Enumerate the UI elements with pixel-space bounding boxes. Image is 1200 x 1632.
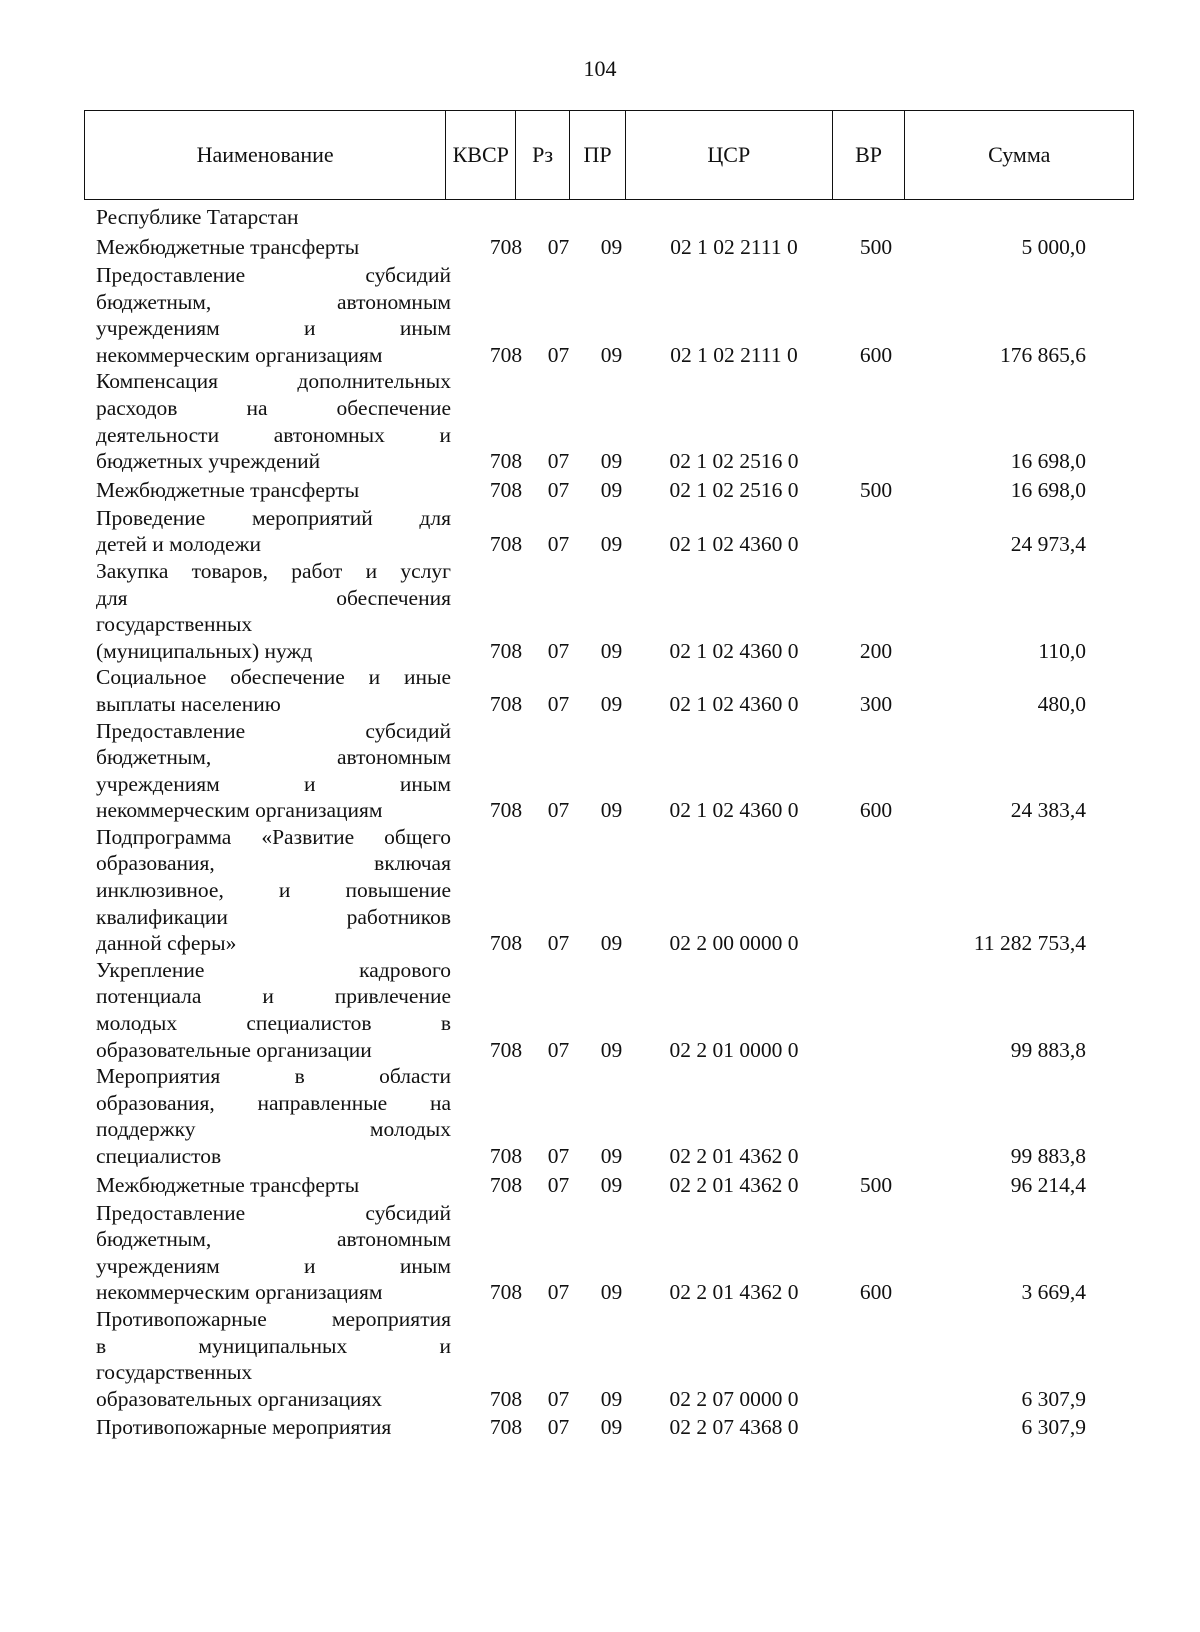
row-name-line: государственных <box>96 612 253 637</box>
row-name-line: Предоставление субсидий <box>96 718 451 743</box>
cell-pr: 09 <box>600 931 623 956</box>
row-name-line: некоммерческим организациям <box>96 342 383 367</box>
cell-sum: 24 383,4 <box>1010 798 1086 823</box>
row-name-line: бюджетным, автономным <box>96 745 451 770</box>
cell-vr: 600 <box>859 1280 893 1305</box>
row-name-line: в муниципальных и <box>96 1333 451 1358</box>
row-name-line: инклюзивное, и повышение <box>96 878 451 903</box>
cell-rz: 07 <box>547 1172 570 1197</box>
row-name-line: квалификации работников <box>96 904 451 929</box>
cell-kvsr: 708 <box>489 235 523 259</box>
cell-pr: 09 <box>600 1144 623 1168</box>
table-header <box>84 110 1134 200</box>
row-name-line: Закупка товаров, работ и услуг <box>96 558 451 583</box>
cell-csr: 02 1 02 4360 0 <box>669 798 799 823</box>
cell-csr: 02 1 02 2111 0 <box>670 235 798 259</box>
row-name-line: деятельности автономных и <box>96 422 451 447</box>
table-row <box>96 1200 1126 1306</box>
cell-vr: 600 <box>859 342 893 367</box>
cell-sum: 6 307,9 <box>1021 1386 1086 1411</box>
table-row <box>96 1170 1126 1200</box>
cell-pr: 09 <box>600 342 623 367</box>
table-row <box>96 1412 1126 1442</box>
cell-pr: 09 <box>600 1037 623 1062</box>
table-row <box>96 505 1126 558</box>
cell-kvsr: 708 <box>489 1037 523 1062</box>
row-name-line: Проведение мероприятий для <box>96 505 451 530</box>
row-name-line: Межбюджетные трансферты <box>96 477 360 502</box>
column-header-kvsr: КВСР <box>446 111 516 199</box>
table-row <box>96 718 1126 824</box>
column-header-csr: ЦСР <box>626 111 833 199</box>
row-name-line: государственных <box>96 1360 253 1385</box>
cell-rz: 07 <box>547 532 570 557</box>
cell-sum: 6 307,9 <box>1021 1415 1086 1440</box>
table-row <box>96 202 1126 232</box>
cell-pr: 09 <box>600 638 623 663</box>
table-body <box>96 202 1126 1442</box>
cell-kvsr: 708 <box>489 691 523 716</box>
table-row <box>96 475 1126 505</box>
cell-csr: 02 1 02 2516 0 <box>669 477 799 502</box>
cell-sum: 99 883,8 <box>1010 1037 1086 1062</box>
cell-pr: 09 <box>600 798 623 823</box>
table-row <box>96 824 1126 957</box>
row-name-line: поддержку молодых <box>96 1117 451 1142</box>
cell-pr: 09 <box>600 1280 623 1305</box>
cell-rz: 07 <box>547 342 570 367</box>
cell-vr: 600 <box>859 798 893 823</box>
cell-rz: 07 <box>547 638 570 663</box>
cell-vr: 200 <box>859 638 893 663</box>
cell-sum: 96 214,4 <box>1010 1172 1086 1197</box>
table-row <box>96 262 1126 368</box>
cell-kvsr: 708 <box>489 1386 523 1411</box>
cell-sum: 110,0 <box>1038 638 1086 663</box>
cell-rz: 07 <box>547 235 570 259</box>
row-name-line: Межбюджетные трансферты <box>96 235 360 259</box>
table-row <box>96 957 1126 1063</box>
row-name-line: образовательных организациях <box>96 1386 383 1411</box>
cell-sum: 3 669,4 <box>1021 1280 1086 1305</box>
cell-kvsr: 708 <box>489 1144 523 1168</box>
row-name-line: Компенсация дополнительных <box>96 369 451 394</box>
cell-pr: 09 <box>600 449 623 474</box>
row-name-line: некоммерческим организациям <box>96 798 383 823</box>
cell-csr: 02 2 00 0000 0 <box>669 931 799 956</box>
cell-sum: 24 973,4 <box>1010 532 1086 557</box>
cell-kvsr: 708 <box>489 1280 523 1305</box>
table-row <box>96 368 1126 474</box>
cell-rz: 07 <box>547 1386 570 1411</box>
cell-rz: 07 <box>547 477 570 502</box>
cell-csr: 02 1 02 4360 0 <box>669 691 799 716</box>
row-name-line: молодых специалистов в <box>96 1011 451 1036</box>
row-name-line: данной сферы» <box>96 931 237 956</box>
column-header-pr: ПР <box>570 111 626 199</box>
row-name-line: бюджетным, автономным <box>96 1227 451 1252</box>
row-name-line: Укрепление кадрового <box>96 957 451 982</box>
row-name-line: детей и молодежи <box>96 532 261 557</box>
column-header-rz: Рз <box>516 111 570 199</box>
cell-kvsr: 708 <box>489 798 523 823</box>
cell-vr: 500 <box>859 1172 893 1197</box>
cell-csr: 02 2 07 0000 0 <box>669 1386 799 1411</box>
cell-pr: 09 <box>600 1415 623 1440</box>
cell-csr: 02 2 01 0000 0 <box>669 1037 799 1062</box>
cell-sum: 99 883,8 <box>1010 1144 1086 1168</box>
row-name-line: Социальное обеспечение и иные <box>96 665 451 690</box>
row-name-line: выплаты населению <box>96 691 281 716</box>
row-name-line: потенциала и привлечение <box>96 984 451 1009</box>
cell-csr: 02 1 02 2516 0 <box>669 449 799 474</box>
column-header-name: Наименование <box>85 111 446 199</box>
cell-csr: 02 1 02 4360 0 <box>669 532 799 557</box>
cell-vr: 500 <box>859 477 893 502</box>
row-name-line: Подпрограмма «Развитие общего <box>96 824 451 849</box>
cell-csr: 02 2 01 4362 0 <box>669 1172 799 1197</box>
cell-kvsr: 708 <box>489 1172 523 1197</box>
row-name-line: для обеспечения <box>96 585 451 610</box>
cell-sum: 176 865,6 <box>1000 342 1086 367</box>
cell-csr: 02 2 01 4362 0 <box>669 1280 799 1305</box>
column-header-sum: Сумма <box>988 142 1051 167</box>
table-row <box>96 1063 1126 1169</box>
cell-vr: 500 <box>859 235 893 259</box>
row-name-line: Предоставление субсидий <box>96 263 451 287</box>
cell-pr: 09 <box>600 532 623 557</box>
cell-pr: 09 <box>600 235 623 259</box>
row-name-line: учреждениям и иным <box>96 771 451 796</box>
row-name-line: некоммерческим организациям <box>96 1280 383 1305</box>
cell-rz: 07 <box>547 1415 570 1440</box>
cell-rz: 07 <box>547 931 570 956</box>
row-name-line: Предоставление субсидий <box>96 1200 451 1225</box>
cell-sum: 16 698,0 <box>1010 449 1086 474</box>
cell-rz: 07 <box>547 449 570 474</box>
row-name-line: Противопожарные мероприятия <box>96 1415 392 1440</box>
row-name-line: Мероприятия в области <box>96 1064 451 1089</box>
table-row <box>96 232 1126 262</box>
page-number: 104 <box>583 56 617 81</box>
row-name-line: образовательные организации <box>96 1037 372 1062</box>
cell-kvsr: 708 <box>489 477 523 502</box>
cell-rz: 07 <box>547 1144 570 1168</box>
row-name-line: бюджетным, автономным <box>96 289 451 314</box>
row-name-line: (муниципальных) нужд <box>96 638 313 663</box>
cell-csr: 02 2 01 4362 0 <box>669 1144 799 1168</box>
cell-kvsr: 708 <box>489 931 523 956</box>
cell-csr: 02 1 02 4360 0 <box>669 638 799 663</box>
column-header-vr: ВР <box>833 111 906 199</box>
cell-kvsr: 708 <box>489 1415 523 1440</box>
cell-kvsr: 708 <box>489 638 523 663</box>
cell-pr: 09 <box>600 691 623 716</box>
cell-sum: 480,0 <box>1037 691 1086 716</box>
cell-vr: 300 <box>859 691 893 716</box>
cell-rz: 07 <box>547 1280 570 1305</box>
cell-csr: 02 2 07 4368 0 <box>669 1415 799 1440</box>
cell-kvsr: 708 <box>489 532 523 557</box>
cell-sum: 11 282 753,4 <box>973 931 1086 956</box>
row-name-line: специалистов <box>96 1144 222 1168</box>
row-name-line: учреждениям и иным <box>96 1253 451 1278</box>
table-row <box>96 1306 1126 1412</box>
row-name-line: расходов на обеспечение <box>96 395 451 420</box>
cell-kvsr: 708 <box>489 342 523 367</box>
cell-rz: 07 <box>547 691 570 716</box>
row-name-line: Противопожарные мероприятия <box>96 1306 451 1331</box>
table-row <box>96 664 1126 717</box>
cell-sum: 16 698,0 <box>1010 477 1086 502</box>
row-name-line: образования, включая <box>96 851 451 876</box>
row-name-line: Межбюджетные трансферты <box>96 1172 360 1197</box>
cell-rz: 07 <box>547 1037 570 1062</box>
row-name-line: учреждениям и иным <box>96 316 451 341</box>
cell-pr: 09 <box>600 1386 623 1411</box>
cell-pr: 09 <box>600 1172 623 1197</box>
cell-pr: 09 <box>600 477 623 502</box>
row-name-line: образования, направленные на <box>96 1090 451 1115</box>
table-row <box>96 558 1126 664</box>
cell-kvsr: 708 <box>489 449 523 474</box>
row-name-line: бюджетных учреждений <box>96 449 321 474</box>
cell-sum: 5 000,0 <box>1021 235 1086 259</box>
cell-rz: 07 <box>547 798 570 823</box>
row-name-line: Республике Татарстан <box>96 205 299 229</box>
cell-csr: 02 1 02 2111 0 <box>670 342 798 367</box>
